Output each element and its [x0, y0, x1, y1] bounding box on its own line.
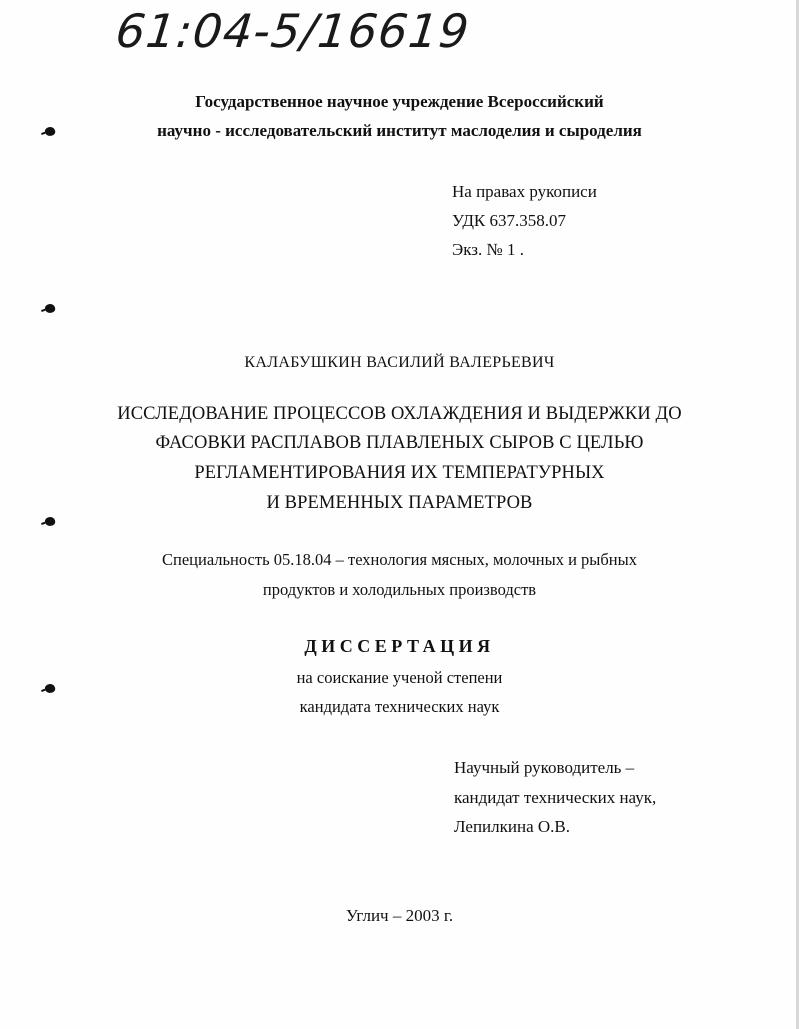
advisor-name: Лепилкина О.В. [454, 817, 571, 836]
title-line-4: И ВРЕМЕННЫХ ПАРАМЕТРОВ [266, 493, 533, 513]
dissertation-heading: ДИССЕРТАЦИЯ [304, 636, 495, 656]
handwritten-archive-number: 61:04-5/16619 [113, 4, 473, 58]
institution-line-2: научно - исследовательский институт маслоделия и сыроделия [157, 121, 642, 140]
manuscript-rights: На правах рукописи [452, 182, 597, 201]
title-line-1: ИССЛЕДОВАНИЕ ПРОЦЕССОВ ОХЛАЖДЕНИЯ И ВЫДЕРЖКИ ДО [117, 404, 682, 424]
binding-hole-mark [44, 303, 56, 315]
title-line-3: РЕГЛАМЕНТИРОВАНИЯ ИХ ТЕМПЕРАТУРНЫХ [194, 463, 605, 483]
institution-line-1: Государственное научное учреждение Всероссийский [195, 92, 604, 111]
specialty-line-1: Специальность 05.18.04 – технология мясных, молочных и рыбных [162, 550, 637, 569]
degree-line-1: на соискание ученой степени [296, 668, 503, 687]
place-and-year: Углич – 2003 г. [345, 906, 454, 925]
copy-number: Экз. № 1 . [452, 240, 524, 259]
advisor-line-2: кандидат технических наук, [454, 788, 657, 807]
title-line-2: ФАСОВКИ РАСПЛАВОВ ПЛАВЛЕНЫХ СЫРОВ С ЦЕЛЬЮ [155, 433, 644, 453]
advisor-line-1: Научный руководитель – [454, 758, 635, 777]
specialty-line-2: продуктов и холодильных производств [262, 580, 537, 599]
author-name: КАЛАБУШКИН ВАСИЛИЙ ВАЛЕРЬЕВИЧ [244, 354, 555, 371]
binding-hole-mark [44, 516, 56, 528]
degree-line-2: кандидата технических наук [299, 697, 500, 716]
udc-code: УДК 637.358.07 [452, 211, 567, 230]
